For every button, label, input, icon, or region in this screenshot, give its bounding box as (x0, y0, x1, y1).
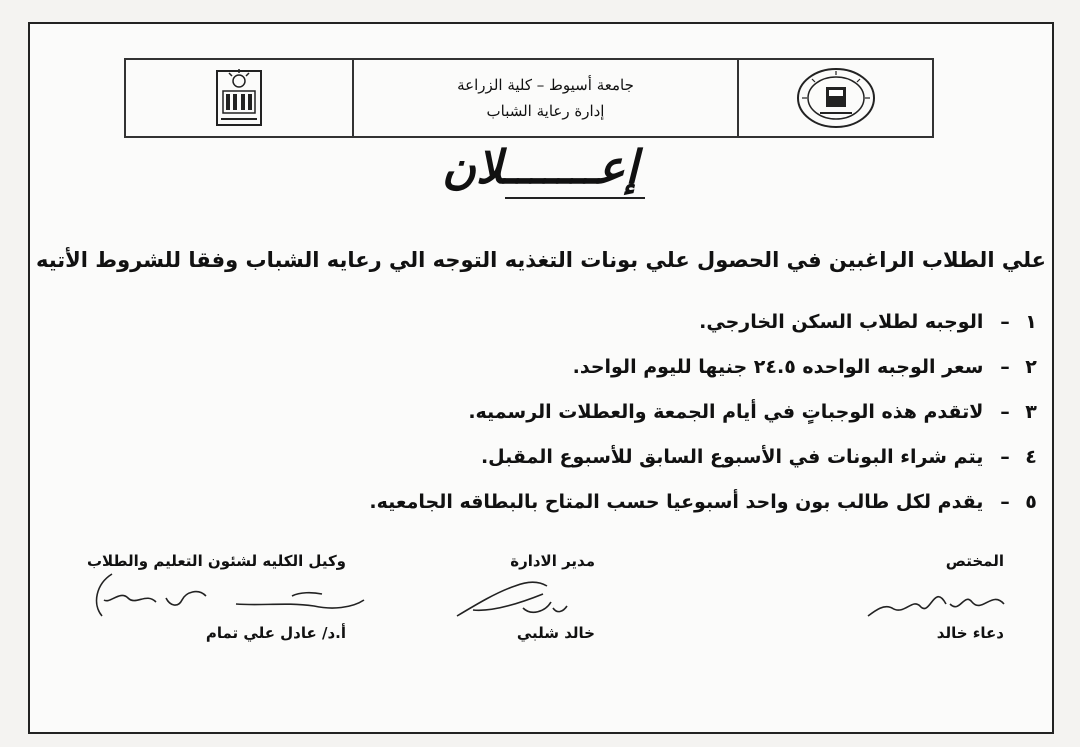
vice-dean-signature (86, 566, 376, 622)
item-dash: – (1000, 401, 1010, 423)
item-number: ٣ (1025, 401, 1037, 423)
director-signature (453, 572, 573, 624)
specialist-signature (864, 574, 1014, 626)
title-underline (505, 197, 645, 199)
specialist-name: دعاء خالد (936, 624, 1004, 642)
left-logo-cell (126, 60, 354, 136)
item-dash: – (1000, 311, 1010, 333)
list-item (142, 435, 1042, 480)
list-item (142, 300, 1042, 345)
item-dash: – (1000, 491, 1010, 513)
specialist-title: المختص (945, 552, 1004, 570)
university-line: جامعة أسيوط – كلية الزراعة (457, 76, 634, 94)
item-number: ١ (1025, 311, 1037, 333)
item-dash: – (1000, 446, 1010, 468)
intro-paragraph: علي الطلاب الراغبين في الحصول علي بونات التغذيه التوجه الي رعايه الشباب وفقا للشروط الأتيه (35, 248, 1046, 272)
director-name: خالد شلبي (516, 624, 595, 642)
item-text: الوجبه لطلاب السكن الخارجي. (699, 311, 984, 333)
conditions-list (142, 300, 1042, 525)
item-number: ٢ (1025, 356, 1037, 378)
list-item (142, 480, 1042, 525)
item-number: ٤ (1025, 446, 1037, 468)
faculty-seal-icon (794, 65, 878, 131)
list-item (142, 390, 1042, 435)
item-text: يتم شراء البونات في الأسبوع السابق للأسبوع المقبل. (480, 446, 984, 468)
item-number: ٥ (1025, 491, 1037, 513)
list-item (142, 345, 1042, 390)
vice-dean-name: أ.د/ عادل علي تمام (205, 624, 346, 642)
letterhead (124, 58, 934, 138)
vice-dean-title: وكيل الكليه لشئون التعليم والطلاب (86, 552, 346, 570)
department-line: إدارة رعاية الشباب (486, 102, 605, 120)
vice-dean-signature-block (86, 552, 346, 642)
announcement-title: إعـــــــلان (442, 140, 638, 194)
header-text-cell (354, 60, 739, 136)
specialist-signature-block (854, 552, 1004, 642)
director-title: مدير الادارة (510, 552, 595, 570)
item-text: يقدم لكل طالب بون واحد أسبوعيا حسب المتاح بالبطاقه الجامعيه. (369, 491, 984, 513)
item-text: لاتقدم هذه الوجباتٍ في أيام الجمعة والعطلات الرسميه. (468, 401, 984, 423)
right-logo-cell (739, 60, 932, 136)
item-dash: – (1000, 356, 1010, 378)
item-text: سعر الوجبه الواحده ٢٤.٥ جنيها لليوم الواحد. (572, 356, 984, 378)
director-signature-block (455, 552, 595, 642)
university-logo-icon (209, 65, 269, 131)
